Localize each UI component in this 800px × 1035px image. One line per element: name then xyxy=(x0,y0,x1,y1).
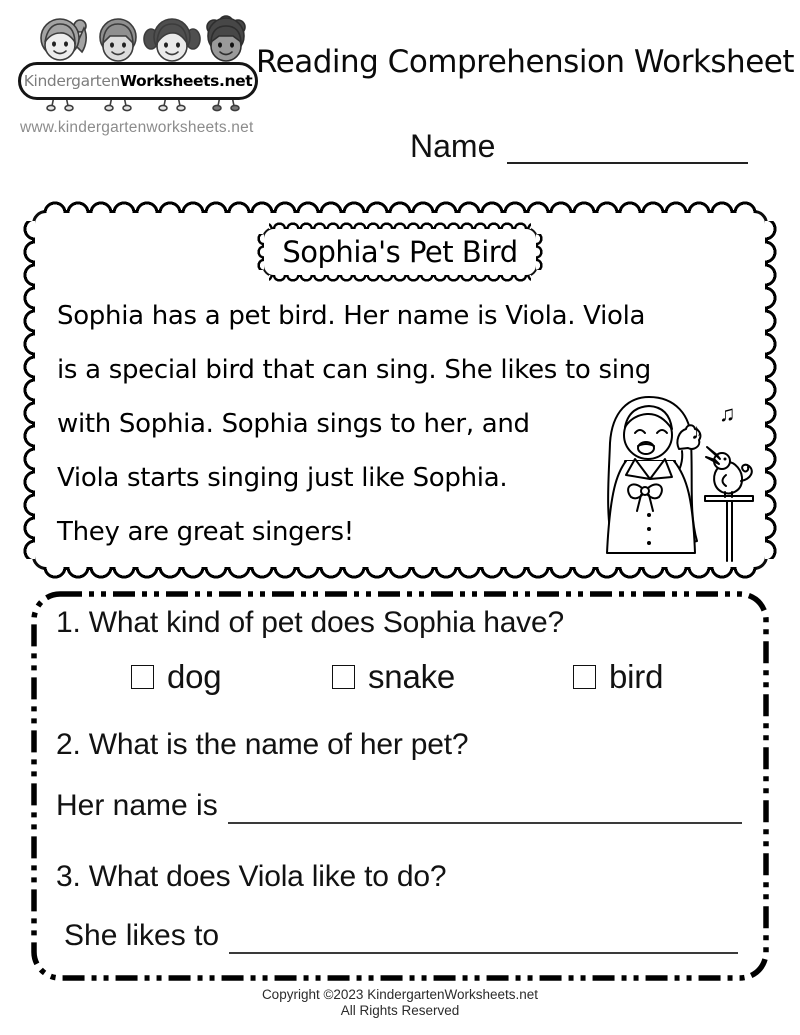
question-1-label: 1. What kind of pet does Sophia have? xyxy=(56,606,564,639)
site-url: www.kindergartenworksheets.net xyxy=(20,119,254,136)
story-box xyxy=(32,210,768,570)
name-row xyxy=(410,128,748,164)
scallop-border-top xyxy=(43,201,757,213)
bubble-scallop-left xyxy=(257,234,264,270)
name-blank-line[interactable] xyxy=(507,132,748,164)
question-2-answer-row xyxy=(56,782,742,824)
logo-text-kindergarten: Kindergarten xyxy=(23,72,120,90)
checkbox-dog[interactable] xyxy=(131,665,154,689)
option-bird[interactable] xyxy=(573,658,663,696)
option-bird-label: bird xyxy=(609,658,664,695)
story-line: Sophia has a pet bird. Her name is Viola. Viola xyxy=(57,301,646,331)
answer-line-q3[interactable] xyxy=(229,918,738,954)
footer-rights: All Rights Reserved xyxy=(340,1003,460,1018)
option-snake-label: snake xyxy=(368,658,456,695)
logo-text-worksheets: Worksheets.net xyxy=(119,72,253,90)
option-dog[interactable] xyxy=(131,658,221,696)
checkbox-bird[interactable] xyxy=(573,665,596,689)
music-note-icon: ♪ xyxy=(691,419,702,444)
option-snake[interactable] xyxy=(332,658,455,696)
page-title: Reading Comprehension Worksheet xyxy=(256,44,795,80)
question-2-answer-prefix: Her name is xyxy=(56,789,218,822)
footer xyxy=(0,987,800,1019)
bubble-scallop-right xyxy=(536,234,543,270)
site-logo xyxy=(18,12,262,116)
question-3-answer-prefix: She likes to xyxy=(64,919,220,952)
logo-banner xyxy=(18,62,258,100)
footer-copyright: Copyright ©2023 KindergartenWorksheets.net xyxy=(261,987,539,1002)
music-note-icon: ♫ xyxy=(719,401,736,426)
name-label: Name xyxy=(410,128,496,164)
story-line: Viola starts singing just like Sophia. xyxy=(57,463,508,493)
story-illustration xyxy=(579,389,759,563)
question-1-options xyxy=(30,658,770,702)
checkbox-snake[interactable] xyxy=(332,665,355,689)
story-line: They are great singers! xyxy=(57,517,354,547)
story-title: Sophia's Pet Bird xyxy=(282,235,518,269)
questions-box xyxy=(30,590,770,982)
story-line: is a special bird that can sing. She likes to sing xyxy=(57,355,652,385)
question-3-answer-row xyxy=(64,912,738,954)
answer-line-q2[interactable] xyxy=(228,788,742,824)
scallop-border-left xyxy=(23,221,35,559)
story-title-bubble xyxy=(262,227,538,277)
bubble-scallop-top xyxy=(269,222,531,229)
scallop-border-right xyxy=(765,221,777,559)
question-3-label: 3. What does Viola like to do? xyxy=(56,860,447,893)
bubble-scallop-bottom xyxy=(269,275,531,282)
option-dog-label: dog xyxy=(167,658,222,695)
story-line: with Sophia. Sophia sings to her, and xyxy=(57,409,530,439)
scallop-border-bottom xyxy=(43,567,757,579)
question-2-label: 2. What is the name of her pet? xyxy=(56,728,469,761)
